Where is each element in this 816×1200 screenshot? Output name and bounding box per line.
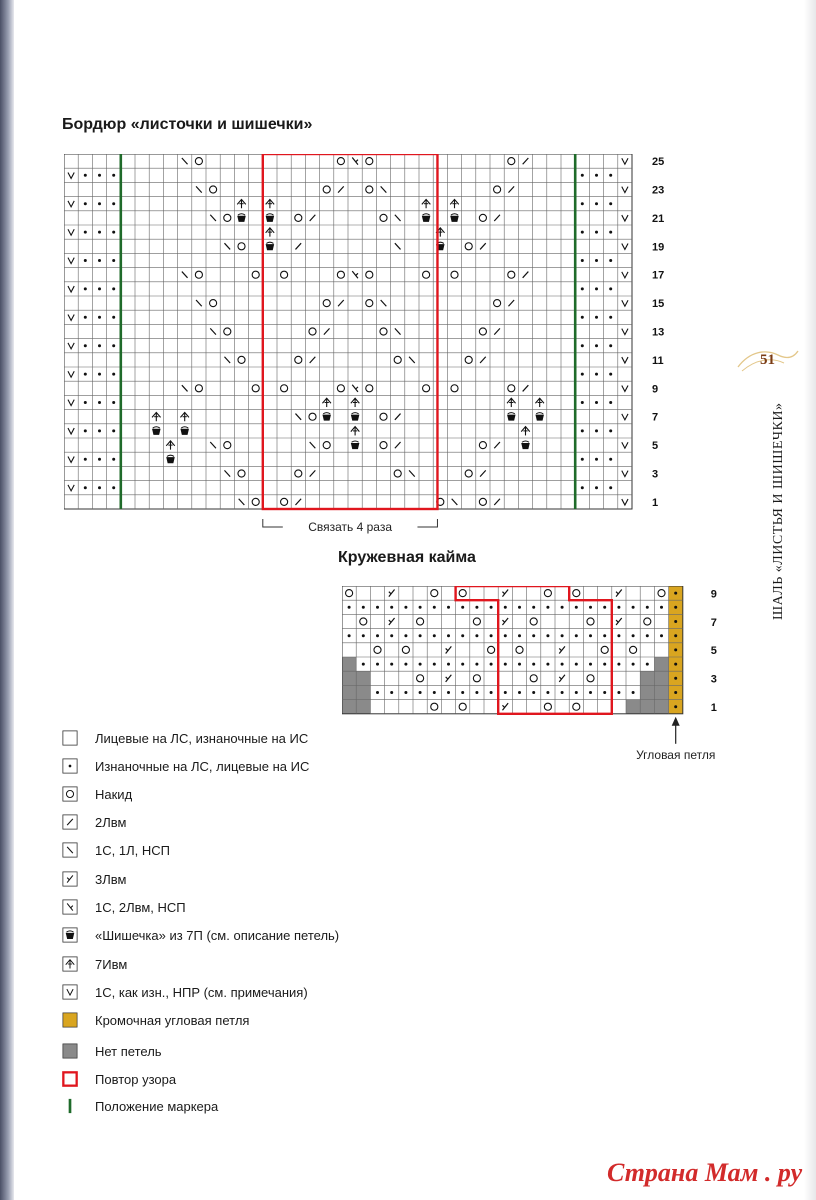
purl-dot	[98, 429, 101, 432]
purl-dot	[404, 663, 407, 666]
legend-item	[62, 1096, 218, 1116]
legend-text: Кромочная угловая петля	[95, 1012, 250, 1028]
row-number-label: 1	[652, 496, 659, 509]
bobble-mark	[521, 443, 530, 449]
purl-dot	[98, 231, 101, 234]
purl-dot	[609, 259, 612, 262]
purl-dot	[632, 691, 635, 694]
lace-grid	[342, 586, 683, 714]
purl-dot	[419, 691, 422, 694]
yarn-over-mark	[530, 618, 537, 625]
purl-dot	[609, 231, 612, 234]
p7tog-icon	[62, 956, 78, 972]
purl-dot	[390, 634, 393, 637]
purl-dot	[84, 486, 87, 489]
purl-dot	[674, 663, 677, 666]
yarn-over-mark	[573, 590, 580, 597]
purl-dot	[646, 606, 649, 609]
bobble-mark	[152, 429, 161, 435]
purl-dot	[84, 316, 87, 319]
purl-dot	[581, 259, 584, 262]
page-number: 51	[760, 352, 775, 368]
purl-dot	[617, 663, 620, 666]
purl-dot	[603, 634, 606, 637]
purl-dot	[475, 691, 478, 694]
bobble-mark	[322, 415, 331, 421]
marker-icon	[62, 1098, 78, 1114]
yarn-over-mark	[417, 675, 424, 682]
purl-dot	[433, 691, 436, 694]
legend-text: 7Ивм	[95, 956, 128, 972]
purl-dot	[475, 663, 478, 666]
purl-dot	[98, 259, 101, 262]
purl-dot	[376, 606, 379, 609]
purl-dot	[581, 486, 584, 489]
purl-dot	[84, 429, 87, 432]
purl-dot	[632, 663, 635, 666]
purl-dot	[595, 486, 598, 489]
yarn-over-mark	[530, 675, 537, 682]
purl-dot	[376, 634, 379, 637]
lace-row-number: 9	[710, 588, 717, 601]
purl-dot	[461, 691, 464, 694]
legend-item	[62, 925, 339, 945]
purl-dot	[674, 648, 677, 651]
purl-dot	[561, 663, 564, 666]
legend-item	[62, 784, 132, 804]
yarn-over-mark	[374, 646, 381, 653]
bobble-icon	[62, 927, 78, 943]
purl-dot	[84, 458, 87, 461]
red-square-icon	[62, 1071, 78, 1087]
purl-dot	[98, 344, 101, 347]
repeat-label: Связать 4 раза	[308, 520, 393, 534]
purl-dot	[348, 606, 351, 609]
legend-item	[62, 897, 186, 917]
yarn-over-mark	[587, 618, 594, 625]
border-chart-title: Бордюр «листочки и шишечки»	[62, 116, 313, 133]
purl-dot	[376, 663, 379, 666]
purl-dot	[674, 606, 677, 609]
purl-dot	[609, 373, 612, 376]
purl-dot	[575, 663, 578, 666]
purl-dot	[575, 691, 578, 694]
purl-dot	[84, 174, 87, 177]
purl-dot	[98, 287, 101, 290]
purl-dot	[390, 691, 393, 694]
purl-dot	[595, 202, 598, 205]
row-number-label: 5	[652, 440, 659, 453]
purl-dot	[433, 634, 436, 637]
yarn-over-mark	[644, 618, 651, 625]
yarn-over-mark	[431, 590, 438, 597]
legend-text: Повтор узора	[95, 1071, 177, 1087]
purl-dot	[98, 401, 101, 404]
legend-text: 3Лвм	[95, 871, 127, 887]
yarn-over-mark	[630, 646, 637, 653]
purl-dot	[581, 344, 584, 347]
purl-dot	[447, 663, 450, 666]
row-number-label: 7	[652, 411, 659, 424]
purl-dot	[112, 202, 115, 205]
purl-dot	[575, 606, 578, 609]
purl-dot	[674, 634, 677, 637]
purl-dot	[595, 231, 598, 234]
lace-row-number: 3	[710, 673, 717, 686]
row-number-label: 15	[652, 298, 665, 311]
purl-dot	[518, 691, 521, 694]
purl-dot	[112, 458, 115, 461]
legend-item	[62, 954, 127, 974]
repeat-bracket-left	[263, 519, 283, 527]
lace-row-number: 5	[710, 645, 717, 658]
purl-dot	[589, 606, 592, 609]
purl-dot	[84, 231, 87, 234]
purl-dot	[581, 174, 584, 177]
purl-dot	[617, 634, 620, 637]
yarn-over-mark	[473, 618, 480, 625]
purl-dot	[404, 691, 407, 694]
purl-dot	[617, 606, 620, 609]
yarn-over-mark	[346, 590, 353, 597]
purl-dot	[595, 174, 598, 177]
row-number-label: 21	[652, 212, 665, 225]
legend-text: Накид	[95, 786, 133, 802]
yarn-over-mark	[459, 590, 466, 597]
purl-dot	[390, 606, 393, 609]
purl-dot	[362, 606, 365, 609]
purl-dot	[518, 606, 521, 609]
yarn-over-mark	[587, 675, 594, 682]
yarn-over-mark	[473, 675, 480, 682]
legend-text: 1С, 2Лвм, НСП	[95, 899, 186, 915]
legend-text: 1С, 1Л, НСП	[95, 842, 170, 858]
purl-dot	[609, 287, 612, 290]
purl-dot	[603, 691, 606, 694]
purl-dot	[589, 691, 592, 694]
slip-icon	[62, 984, 78, 1000]
purl-dot	[532, 663, 535, 666]
bobble-mark	[351, 443, 360, 449]
legend-text: Лицевые на ЛС, изнаночные на ИС	[95, 730, 309, 746]
legend-item	[62, 1041, 162, 1061]
purl-dot	[581, 373, 584, 376]
purl-dot	[112, 429, 115, 432]
purl-dot	[376, 691, 379, 694]
lace-edge-chart	[342, 586, 742, 768]
row-number-label: 19	[652, 241, 665, 254]
purl-dot	[561, 634, 564, 637]
yarn-over-mark	[402, 646, 409, 653]
purl-dot	[609, 429, 612, 432]
purl-dot	[589, 663, 592, 666]
row-number-label: 17	[652, 269, 665, 282]
yarn-over-mark	[544, 590, 551, 597]
purl-dot	[674, 620, 677, 623]
purl-dot	[112, 486, 115, 489]
row-number-label: 23	[652, 184, 665, 197]
ssk-icon	[62, 842, 78, 858]
purl-dot	[646, 634, 649, 637]
purl-dot	[461, 634, 464, 637]
bobble-mark	[166, 457, 175, 463]
border-knitting-chart	[64, 154, 674, 544]
purl-dot	[617, 691, 620, 694]
purl-dot	[112, 344, 115, 347]
gray-square-icon	[62, 1043, 78, 1059]
purl-dot	[490, 691, 493, 694]
purl-dot	[674, 691, 677, 694]
purl-dot	[433, 663, 436, 666]
bobble-mark	[266, 244, 275, 250]
purl-dot	[646, 663, 649, 666]
purl-dot	[595, 401, 598, 404]
bobble-mark	[422, 216, 431, 222]
purl-dot	[419, 606, 422, 609]
purl-dot	[595, 373, 598, 376]
bobble-mark	[535, 415, 544, 421]
purl-dot	[461, 606, 464, 609]
purl-dot	[390, 663, 393, 666]
purl-dot	[490, 634, 493, 637]
purl-dot	[581, 458, 584, 461]
purl-dot	[518, 634, 521, 637]
purl-dot	[419, 663, 422, 666]
page-binding-edge	[0, 0, 14, 1200]
purl-dot	[546, 691, 549, 694]
purl-dot	[490, 663, 493, 666]
lace-repeat-box	[456, 586, 612, 714]
purl-dot	[581, 287, 584, 290]
purl-dot	[98, 486, 101, 489]
purl-dot	[112, 174, 115, 177]
purl-dot	[609, 316, 612, 319]
purl-dot	[609, 486, 612, 489]
purl-dot	[595, 458, 598, 461]
purl-dot	[447, 606, 450, 609]
legend-item	[62, 1069, 176, 1089]
legend-item	[62, 869, 126, 889]
lace-stitch-symbols	[346, 590, 678, 711]
purl-dot	[447, 634, 450, 637]
purl-dot	[581, 429, 584, 432]
purl-dot	[609, 344, 612, 347]
k2tog-icon	[62, 814, 78, 830]
purl-dot	[404, 606, 407, 609]
yarn-over-mark	[459, 703, 466, 710]
purl-dot	[84, 259, 87, 262]
purl-dot	[84, 202, 87, 205]
purl-dot	[98, 174, 101, 177]
purl-dot	[581, 202, 584, 205]
yarn-over-mark	[658, 590, 665, 597]
yarn-over-mark	[573, 703, 580, 710]
purl-dot	[546, 634, 549, 637]
corner-stitch-label: Угловая петля	[636, 747, 716, 762]
legend-item	[62, 1010, 249, 1030]
yarn-over-mark	[488, 646, 495, 653]
purl-dot	[575, 634, 578, 637]
row-number-label: 25	[652, 156, 665, 169]
purl-dot	[609, 202, 612, 205]
legend-item	[62, 982, 308, 1002]
purl-dot	[419, 634, 422, 637]
purl-dot	[589, 634, 592, 637]
yarn-over-mark	[516, 646, 523, 653]
bobble-mark	[450, 216, 459, 222]
purl-dot	[595, 287, 598, 290]
purl-dot	[603, 663, 606, 666]
lace-chart-title: Кружевная кайма	[338, 549, 476, 566]
row-number-label: 3	[652, 468, 659, 481]
purl-dot	[433, 606, 436, 609]
bobble-mark	[66, 933, 75, 939]
purl-dot	[84, 373, 87, 376]
border-grid	[64, 154, 632, 509]
yarn-over-mark	[601, 646, 608, 653]
purl-dot	[609, 174, 612, 177]
purl-dot	[84, 344, 87, 347]
yarn-over-mark	[544, 703, 551, 710]
repeat-bracket-right	[417, 519, 437, 527]
yarn-over-mark	[431, 703, 438, 710]
purl-dot	[595, 316, 598, 319]
yarn-over-mark	[360, 618, 367, 625]
legend-text: Нет петель	[95, 1043, 162, 1059]
purl-dot	[609, 458, 612, 461]
purl-dot	[504, 691, 507, 694]
purl-dot	[447, 691, 450, 694]
bobble-mark	[507, 415, 516, 421]
purl-dot	[348, 634, 351, 637]
legend-item	[62, 756, 309, 776]
purl-dot	[595, 344, 598, 347]
purl-dot	[504, 634, 507, 637]
purl-dot	[98, 316, 101, 319]
purl-dot	[112, 231, 115, 234]
bobble-mark	[180, 429, 189, 435]
row-number-label: 11	[652, 354, 664, 367]
purl-dot	[69, 765, 72, 768]
purl-dot	[404, 634, 407, 637]
side-running-title: ШАЛЬ «ЛИСТЬЯ И ШИШЕЧКИ»	[771, 402, 786, 620]
sk2p-icon	[62, 899, 78, 915]
legend-item	[62, 812, 126, 832]
purl-dot	[518, 663, 521, 666]
row-number-label: 13	[652, 326, 665, 339]
legend-text: Изнаночные на ЛС, лицевые на ИС	[95, 758, 310, 774]
purl-dot	[632, 634, 635, 637]
purl-dot	[660, 634, 663, 637]
purl-dot	[461, 663, 464, 666]
purl-dot	[581, 401, 584, 404]
purl-dot	[632, 606, 635, 609]
legend-text: 2Лвм	[95, 814, 127, 830]
purl-dot	[84, 401, 87, 404]
legend-item	[62, 840, 170, 860]
k3tog-icon	[62, 871, 78, 887]
purl-dot	[112, 316, 115, 319]
page-right-shade	[804, 0, 816, 1200]
purl-dot	[490, 606, 493, 609]
row-number-label: 9	[652, 383, 659, 396]
empty-square-icon	[62, 730, 78, 746]
purl-dot	[561, 691, 564, 694]
gold-square-icon	[62, 1012, 78, 1028]
purl-dot	[674, 705, 677, 708]
bobble-mark	[351, 415, 360, 421]
purl-dot	[532, 634, 535, 637]
purl-dot	[660, 606, 663, 609]
purl-dot	[362, 634, 365, 637]
legend-text: «Шишечка» из 7П (см. описание петель)	[95, 927, 340, 943]
purl-dot	[504, 663, 507, 666]
purl-dot	[532, 606, 535, 609]
legend-text: Положение маркера	[95, 1098, 219, 1114]
purl-dot	[112, 401, 115, 404]
purl-dot	[84, 287, 87, 290]
purl-dot	[532, 691, 535, 694]
purl-dot	[475, 634, 478, 637]
yarn-over-icon	[62, 786, 78, 802]
purl-dot	[362, 663, 365, 666]
legend-text: 1С, как изн., НПР (см. примечания)	[95, 984, 308, 1000]
purl-dot	[561, 606, 564, 609]
bobble-mark	[266, 216, 275, 222]
yarn-over-mark	[417, 618, 424, 625]
lace-row-number: 1	[710, 701, 717, 714]
purl-dot	[546, 663, 549, 666]
purl-dot	[112, 287, 115, 290]
purl-dot	[674, 592, 677, 595]
purl-dot	[98, 202, 101, 205]
lace-row-number: 7	[710, 616, 717, 629]
legend-item	[62, 728, 308, 748]
purl-dot	[112, 373, 115, 376]
purl-dot	[504, 606, 507, 609]
purl-dot	[595, 259, 598, 262]
purl-dot	[595, 429, 598, 432]
purl-dot	[98, 458, 101, 461]
purl-dot	[581, 231, 584, 234]
site-watermark: Страна Мам . ру	[607, 1158, 803, 1187]
purl-dot	[581, 316, 584, 319]
purl-dot	[546, 606, 549, 609]
bobble-mark	[237, 216, 246, 222]
purl-dot	[98, 373, 101, 376]
purl-dot	[603, 606, 606, 609]
purl-dot	[674, 677, 677, 680]
dot-icon	[62, 758, 78, 774]
purl-dot	[609, 401, 612, 404]
purl-dot	[112, 259, 115, 262]
purl-dot	[475, 606, 478, 609]
